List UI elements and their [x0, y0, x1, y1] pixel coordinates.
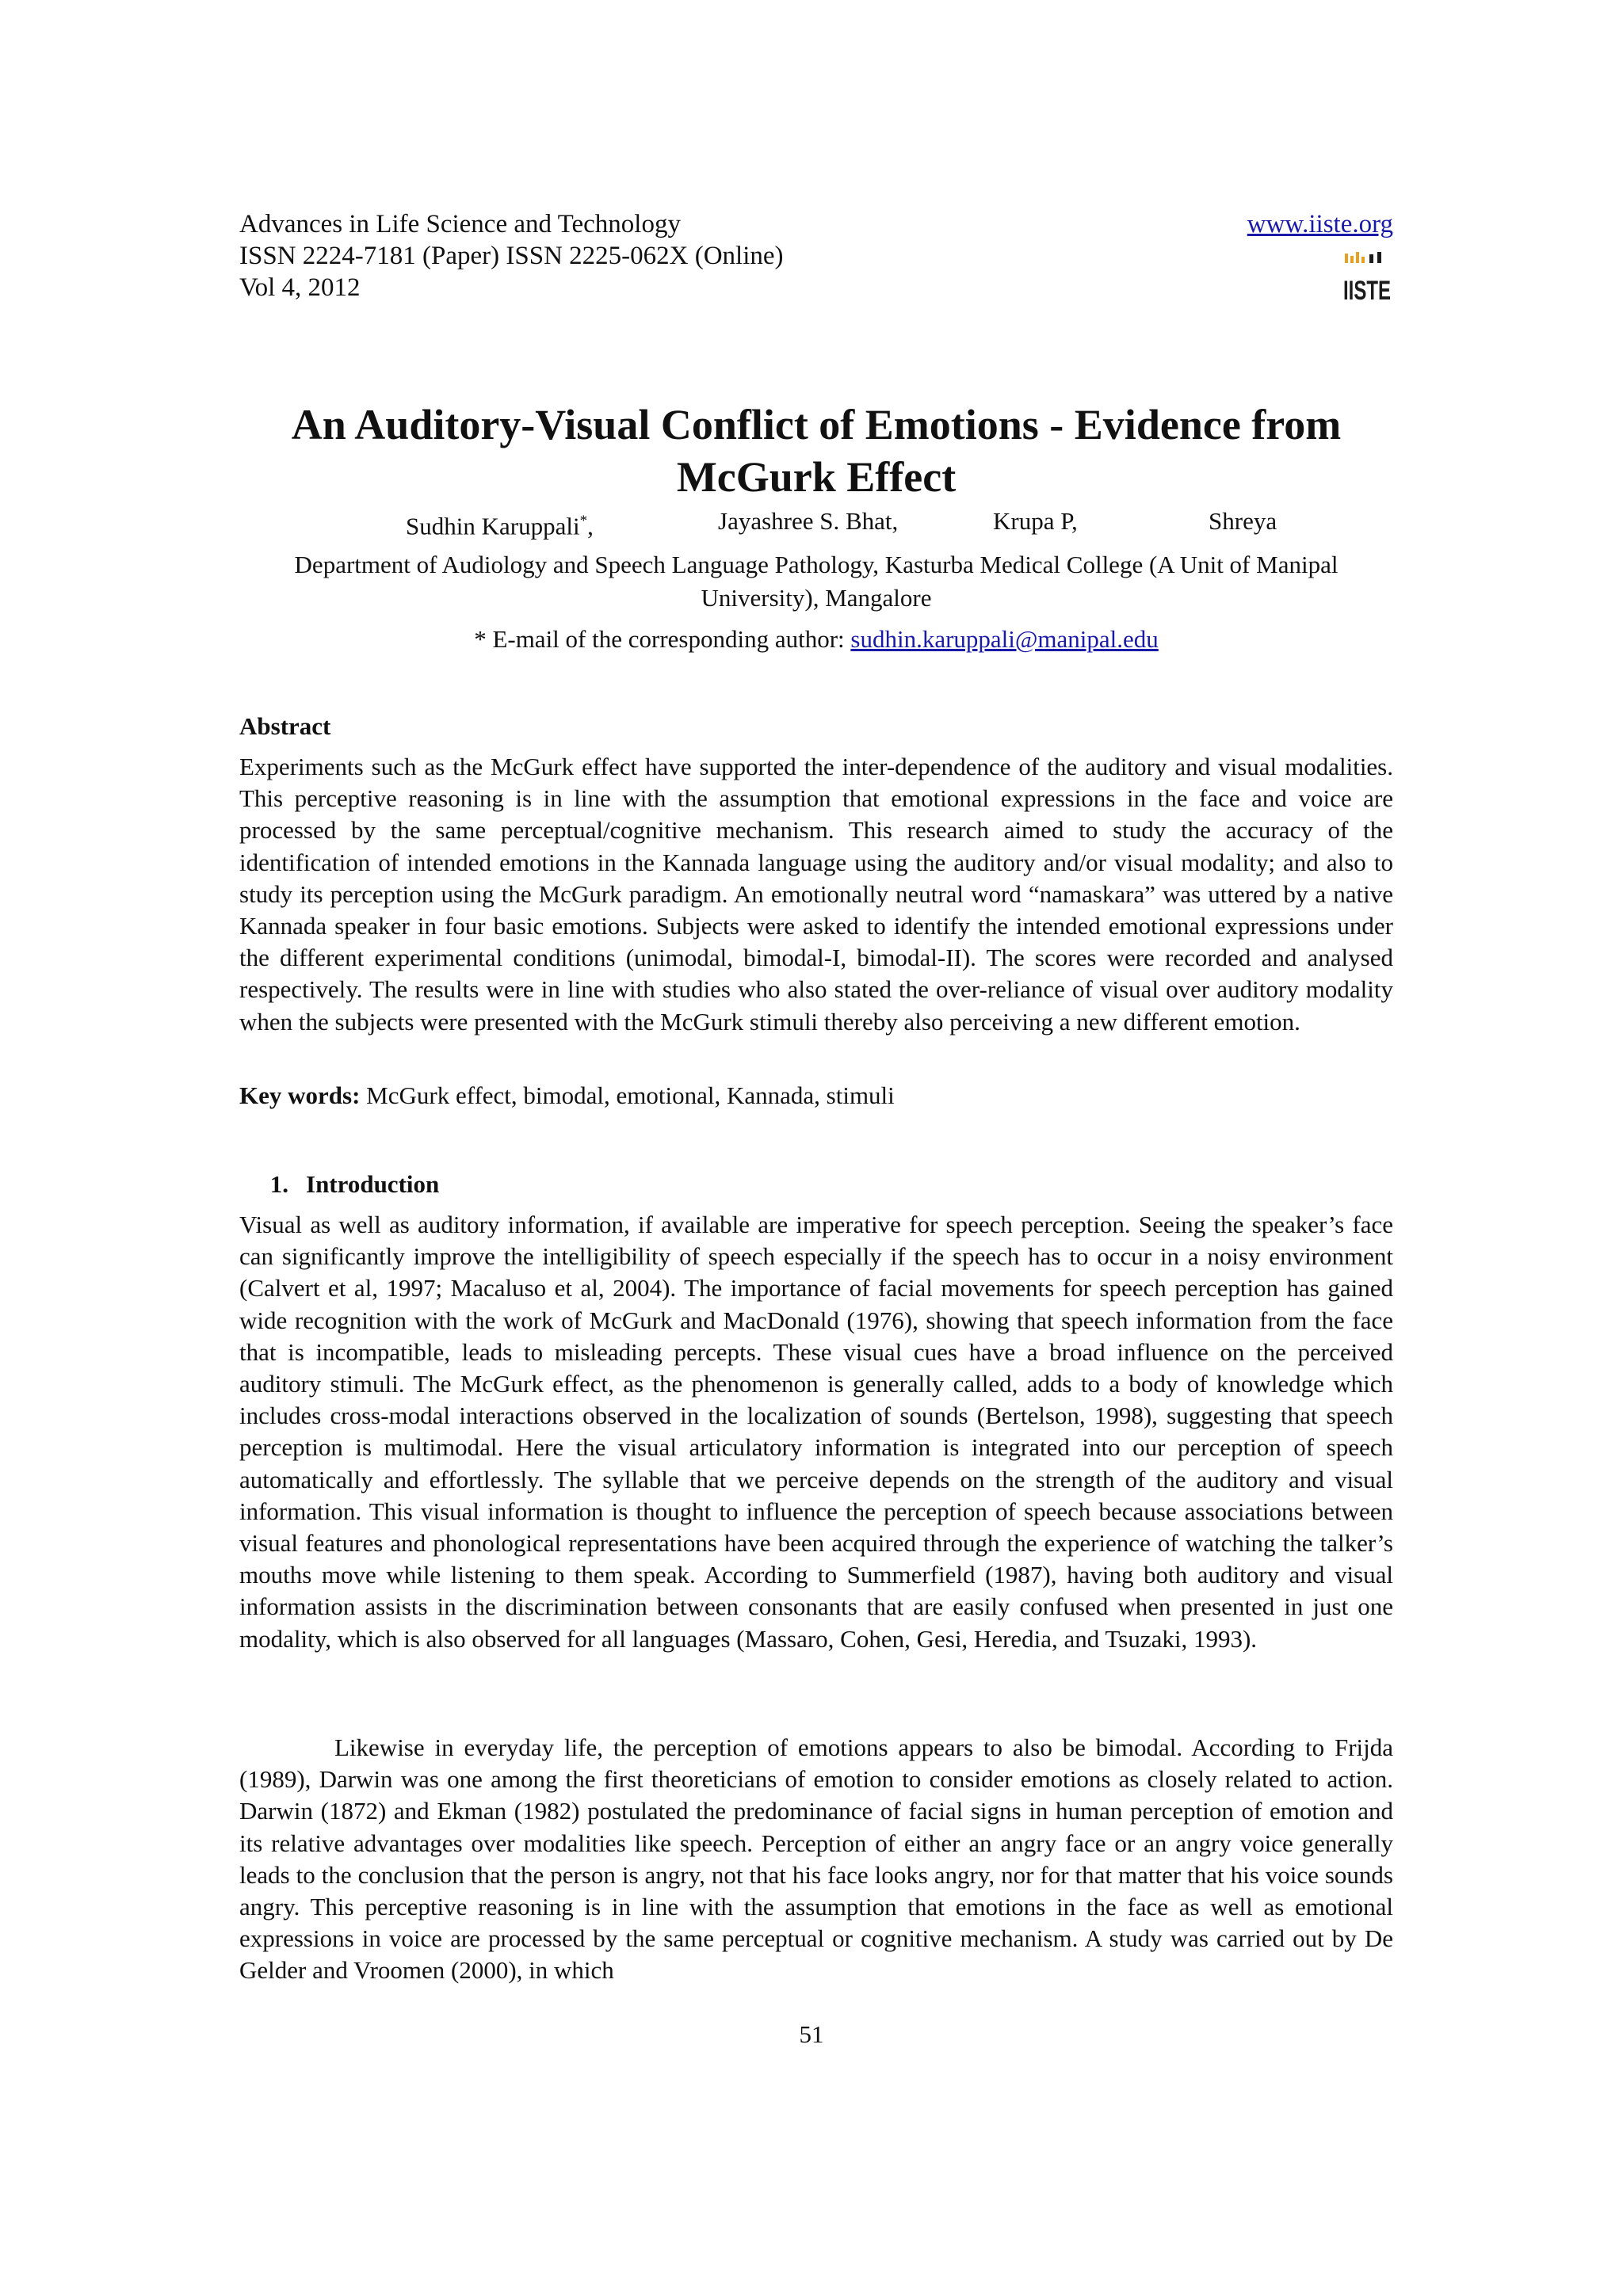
- journal-volume: Vol 4, 2012: [239, 273, 361, 302]
- author-3: Krupa P,: [993, 507, 1078, 535]
- journal-website: [1247, 208, 1393, 240]
- author-2: Jayashree S. Bhat,: [718, 507, 899, 535]
- email-label: * E-mail of the corresponding author:: [474, 625, 851, 653]
- website-link[interactable]: www.iiste.org: [1247, 210, 1393, 238]
- abstract-text: Experiments such as the McGurk effect have supported the inter-dependence of the auditory and visual modalities. This perceptive reasoning is in line with the assumption that emotional expressions in the face and voice are processed by the same perceptual/cognitive mechanism. This research aimed to study the accuracy of the identification of intended emotions in the Kannada language using the auditory and/or visual modality; and also to study its perception using the McGurk paradigm. An emotionally neutral word “namaskara” was uttered by a native Kannada speaker in four basic emotions. Subjects were asked to identify the intended emotional expressions under the different experimental conditions (unimodal, bimodal-I, bimodal-II). The scores were recorded and analysed respectively. The results were in line with studies who also stated the over-reliance of visual over auditory modality when the subjects were presented with the McGurk stimuli thereby also perceiving a new different emotion.: [239, 753, 1393, 1035]
- journal-header: [239, 208, 784, 303]
- keywords: [239, 1080, 1393, 1112]
- keywords-label: Key words:: [239, 1081, 361, 1109]
- keywords-text: McGurk effect, bimodal, emotional, Kannada, stimuli: [360, 1081, 895, 1109]
- paper-title: An Auditory-Visual Conflict of Emotions - Evidence from McGurk Effect: [291, 401, 1342, 501]
- section-heading-introduction: [239, 1169, 1393, 1200]
- intro-paragraph-1: Visual as well as auditory information, if available are imperative for speech perception. Seeing the speaker’s face can significantly improve the intelligibility of speech especially if the speech has to occur in a noisy environment (Calvert et al, 1997; Macaluso et al, 2004). The importance of facial movements for speech perception has gained wide recognition with the work of McGurk and MacDonald (1976), showing that speech information from the face that is incompatible, leads to misleading percepts. These visual cues have a broad influence on the perceived auditory stimuli. The McGurk effect, as the phenomenon is generally called, adds to a body of knowledge which includes cross-modal interactions observed in the localization of sounds (Bertelson, 1998), suggesting that speech perception is multimodal. Here the visual articulatory information is integrated into our perception of speech automatically and effortlessly. The syllable that we perceive depends on the strength of the auditory and visual information. This visual information is thought to influence the perception of speech because associations between visual features and phonological representations have been acquired through the experience of watching the talker’s mouths move while listening to them speak. According to Summerfield (1987), having both auditory and visual information assists in the discrimination between consonants that are easily confused when presented in just one modality, which is also observed for all languages (Massaro, Cohen, Gesi, Heredia, and Tsuzaki, 1993).: [239, 1211, 1393, 1653]
- journal-name: Advances in Life Science and Technology: [239, 210, 681, 238]
- section-number: 1.: [269, 1170, 288, 1198]
- page-number: 51: [799, 2020, 824, 2048]
- section-title: Introduction: [306, 1170, 440, 1198]
- email-link[interactable]: sudhin.karuppali@manipal.edu: [850, 625, 1159, 653]
- author-4: Shreya: [1209, 507, 1277, 535]
- author-1: Sudhin Karuppali*,: [406, 512, 594, 540]
- logo-text: IISTE: [1343, 276, 1391, 306]
- corresponding-mark: *: [579, 513, 588, 529]
- iiste-logo: [1342, 252, 1392, 306]
- journal-issn: ISSN 2224-7181 (Paper) ISSN 2225-062X (Online): [239, 242, 784, 270]
- author-list: [239, 505, 1393, 540]
- abstract-heading: Abstract: [239, 712, 331, 740]
- corresponding-email: [239, 624, 1393, 655]
- affiliation: Department of Audiology and Speech Language Pathology, Kasturba Medical College (A Unit of Manipal University), Mangalore: [294, 551, 1338, 612]
- intro-paragraph-2: Likewise in everyday life, the perception of emotions appears to also be bimodal. According to Frijda (1989), Darwin was one among the first theoreticians of emotion to consider emotions as closely related to action. Darwin (1872) and Ekman (1982) postulated the predominance of facial signs in human perception of emotion and its relative advantages over modalities like speech. Perception of either an angry face or an angry voice generally leads to the conclusion that the person is angry, not that his face looks angry, nor for that matter that his voice sounds angry. This perceptive reasoning is in line with the assumption that emotions in the face as well as emotional expressions in voice are processed by the same perceptual or cognitive mechanism. A study was carried out by De Gelder and Vroomen (2000), in which: [239, 1733, 1393, 1985]
